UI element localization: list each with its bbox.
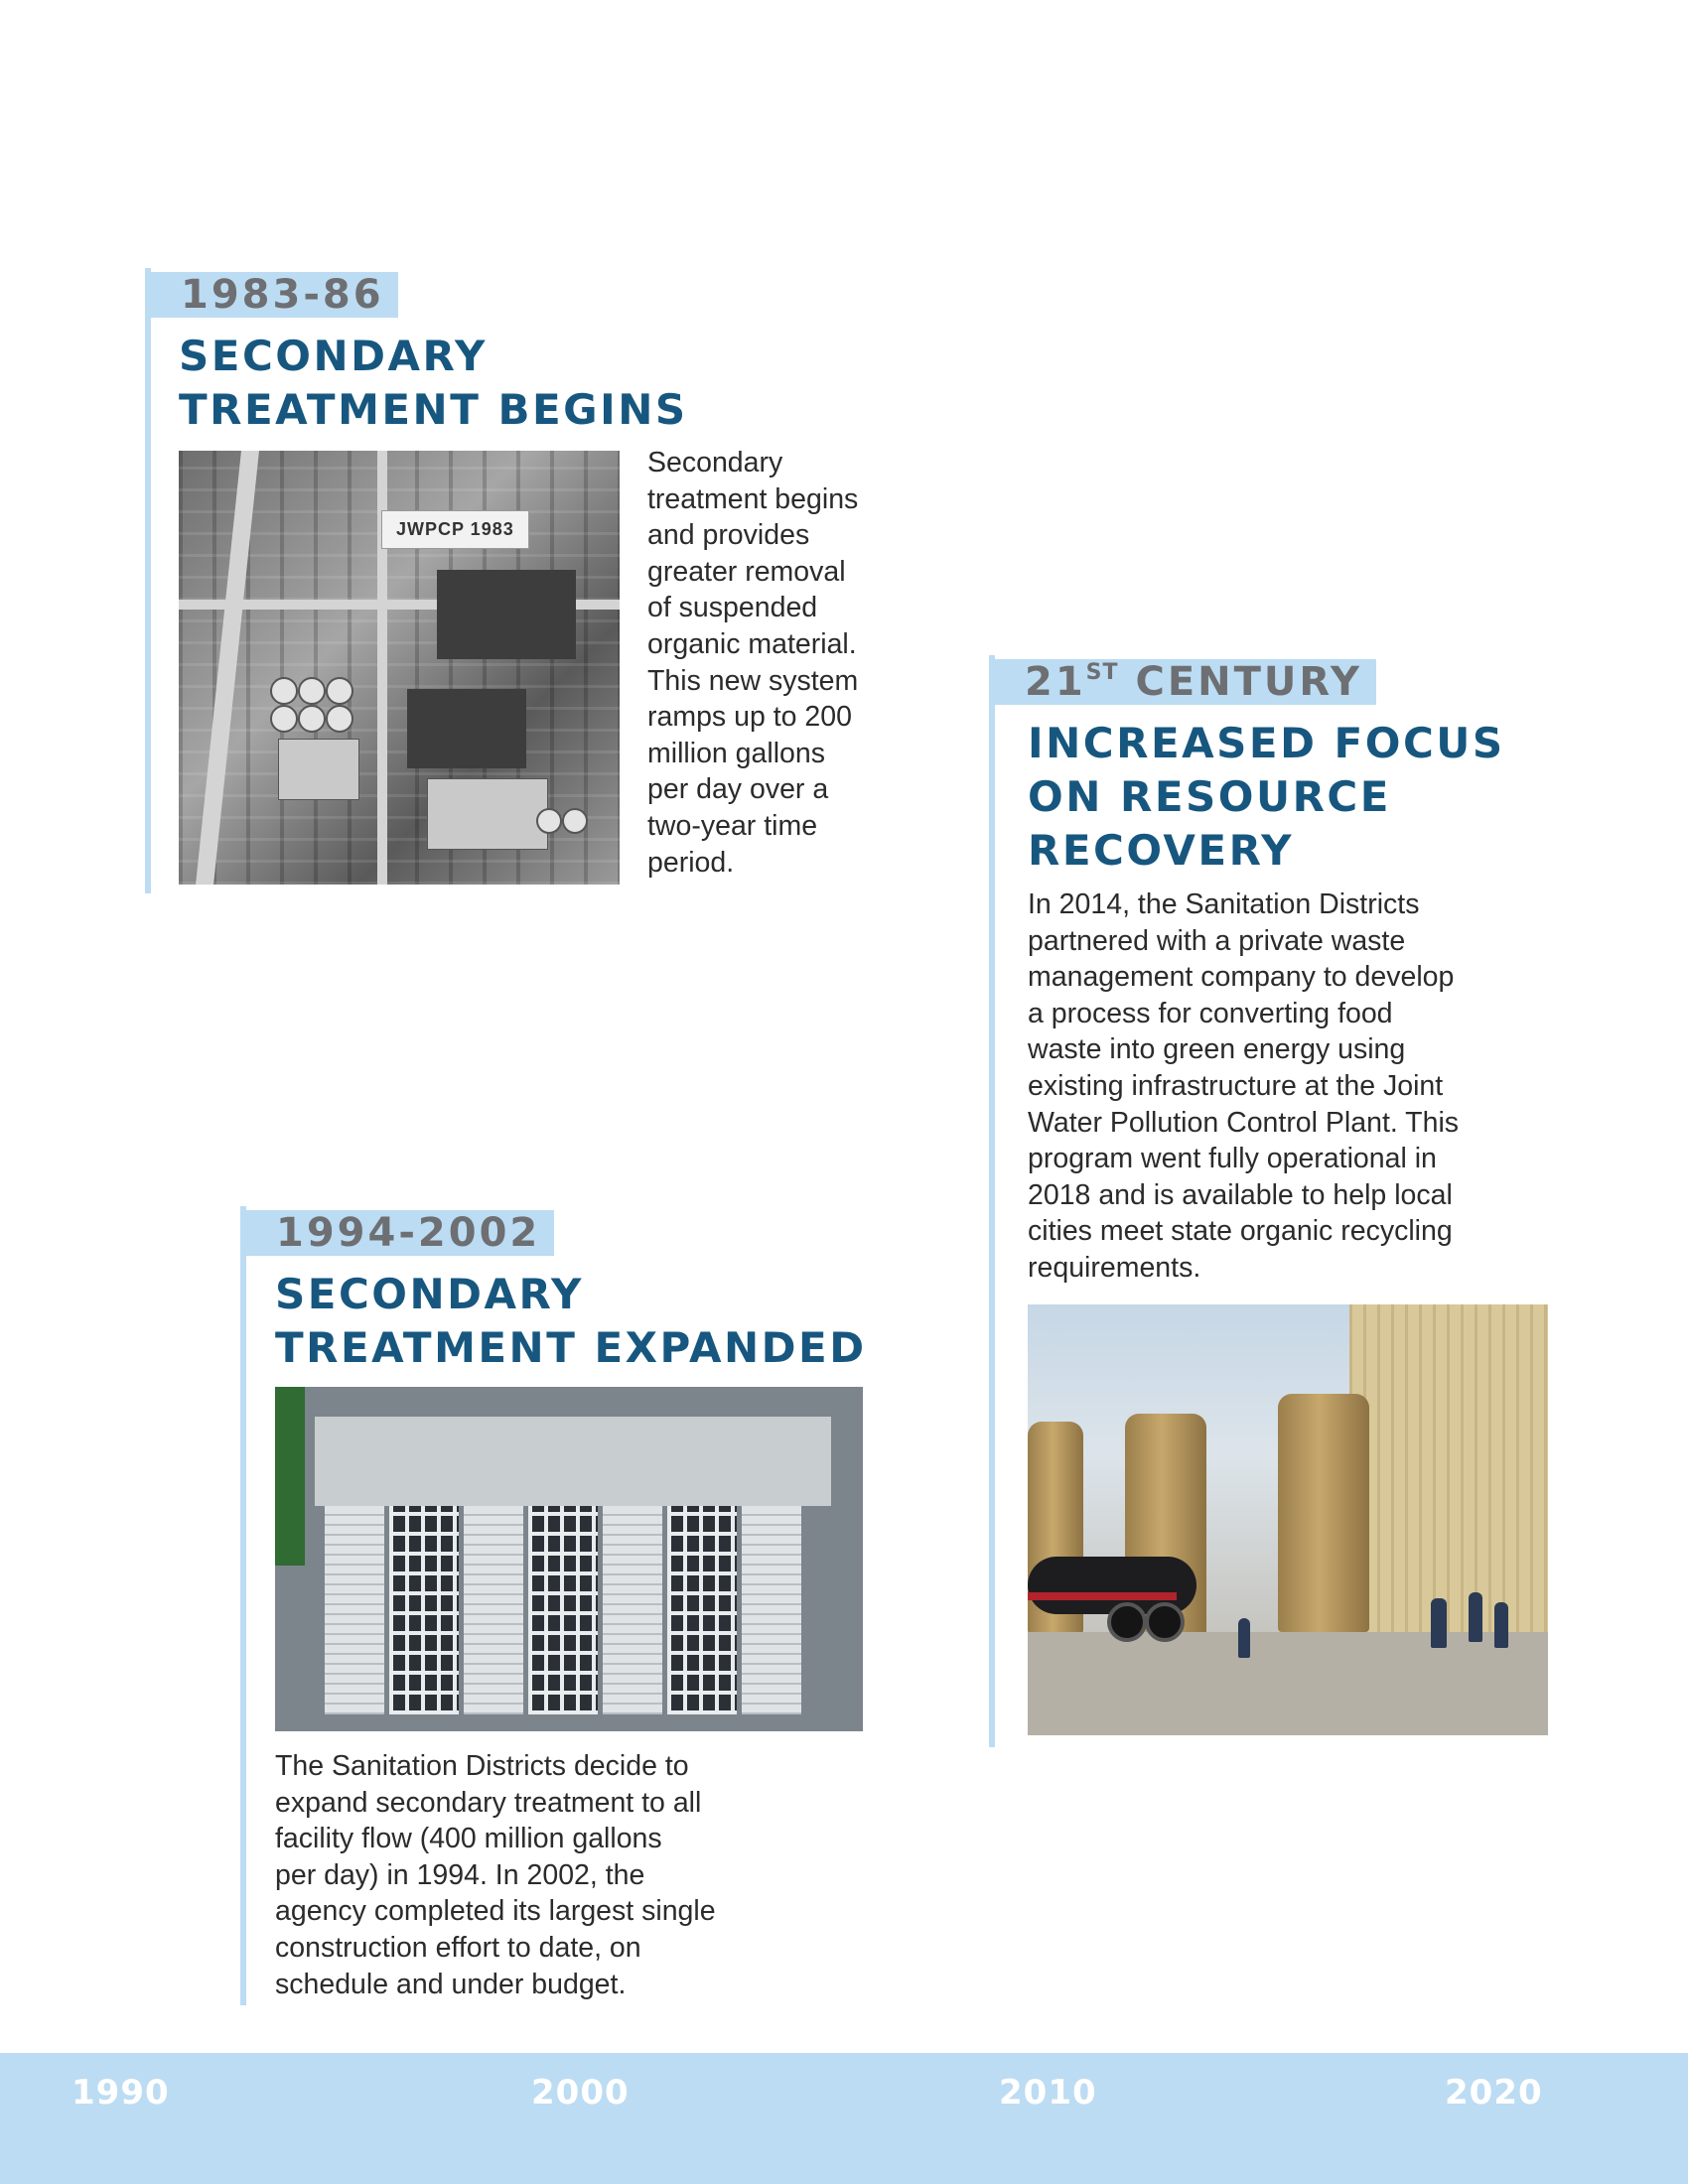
aerial-photo-jwpcp-1983 bbox=[179, 451, 620, 885]
text-line: construction effort to date, on bbox=[275, 1931, 641, 1964]
text-line: and provides bbox=[647, 519, 810, 552]
text-line: waste into green energy using bbox=[1028, 1033, 1406, 1066]
heading-line: SECONDARY bbox=[275, 1270, 584, 1318]
text-line: Water Pollution Control Plant. This bbox=[1028, 1106, 1460, 1139]
decade-label-1990: 1990 bbox=[71, 2073, 170, 2113]
photo-caption-label: JWPCP 1983 bbox=[381, 510, 529, 549]
year-word: CENTURY bbox=[1118, 659, 1362, 705]
heading-secondary-treatment-expanded bbox=[275, 1268, 867, 1375]
decade-label-2000: 2000 bbox=[531, 2073, 630, 2113]
text-line: greater removal bbox=[647, 555, 846, 588]
text-line: cities meet state organic recycling bbox=[1028, 1215, 1453, 1248]
text-line: period. bbox=[647, 846, 735, 879]
timeline-rule-1983 bbox=[145, 268, 151, 893]
year-number: 21 bbox=[1025, 659, 1086, 705]
text-line: existing infrastructure at the Joint bbox=[1028, 1069, 1444, 1102]
year-label-1994-2002: 1994-2002 bbox=[246, 1210, 554, 1256]
decade-label-2010: 2010 bbox=[999, 2073, 1097, 2113]
body-text-21st-century bbox=[1028, 887, 1459, 1287]
text-line: per day) in 1994. In 2002, the bbox=[275, 1858, 645, 1891]
text-line: This new system bbox=[647, 664, 859, 697]
timeline-rule-1994 bbox=[240, 1206, 246, 2005]
heading-line: RECOVERY bbox=[1028, 826, 1295, 875]
aerial-photo-treatment-plant bbox=[275, 1387, 863, 1731]
text-line: organic material. bbox=[647, 627, 857, 660]
text-line: a process for converting food bbox=[1028, 997, 1393, 1029]
text-line: two-year time bbox=[647, 809, 818, 842]
year-ordinal: ST bbox=[1085, 660, 1119, 685]
text-line: partnered with a private waste bbox=[1028, 924, 1406, 957]
body-text-1994 bbox=[275, 1748, 716, 2002]
text-line: ramps up to 200 bbox=[647, 701, 852, 734]
year-label-21st-century bbox=[995, 659, 1376, 705]
text-line: agency completed its largest single bbox=[275, 1895, 716, 1928]
text-line: program went fully operational in bbox=[1028, 1143, 1437, 1175]
timeline-rule-21st-century bbox=[989, 655, 995, 1747]
heading-secondary-treatment-begins bbox=[179, 330, 688, 437]
text-line: treatment begins bbox=[647, 482, 859, 515]
decade-timeline-bar bbox=[0, 2053, 1688, 2184]
heading-increased-focus-resource-recovery bbox=[1028, 717, 1505, 878]
text-line: of suspended bbox=[647, 592, 818, 624]
year-label-1983: 1983-86 bbox=[151, 272, 398, 318]
text-line: million gallons bbox=[647, 737, 826, 769]
text-line: management company to develop bbox=[1028, 961, 1455, 994]
text-line: per day over a bbox=[647, 773, 829, 806]
text-line: Secondary bbox=[647, 447, 783, 478]
text-line: schedule and under budget. bbox=[275, 1968, 627, 2000]
body-text-1983 bbox=[647, 445, 858, 881]
heading-line: ON RESOURCE bbox=[1028, 772, 1391, 821]
heading-line: TREATMENT BEGINS bbox=[179, 385, 688, 434]
heading-line: SECONDARY bbox=[179, 332, 488, 380]
text-line: requirements. bbox=[1028, 1251, 1201, 1284]
text-line: The Sanitation Districts decide to bbox=[275, 1750, 689, 1782]
text-line: facility flow (400 million gallons bbox=[275, 1823, 662, 1855]
text-line: expand secondary treatment to all bbox=[275, 1786, 702, 1819]
heading-line: TREATMENT EXPANDED bbox=[275, 1323, 867, 1372]
decade-label-2020: 2020 bbox=[1445, 2073, 1543, 2113]
heading-line: INCREASED FOCUS bbox=[1028, 719, 1505, 767]
photo-food-waste-facility bbox=[1028, 1304, 1548, 1735]
text-line: In 2014, the Sanitation Districts bbox=[1028, 888, 1420, 920]
text-line: 2018 and is available to help local bbox=[1028, 1178, 1453, 1211]
